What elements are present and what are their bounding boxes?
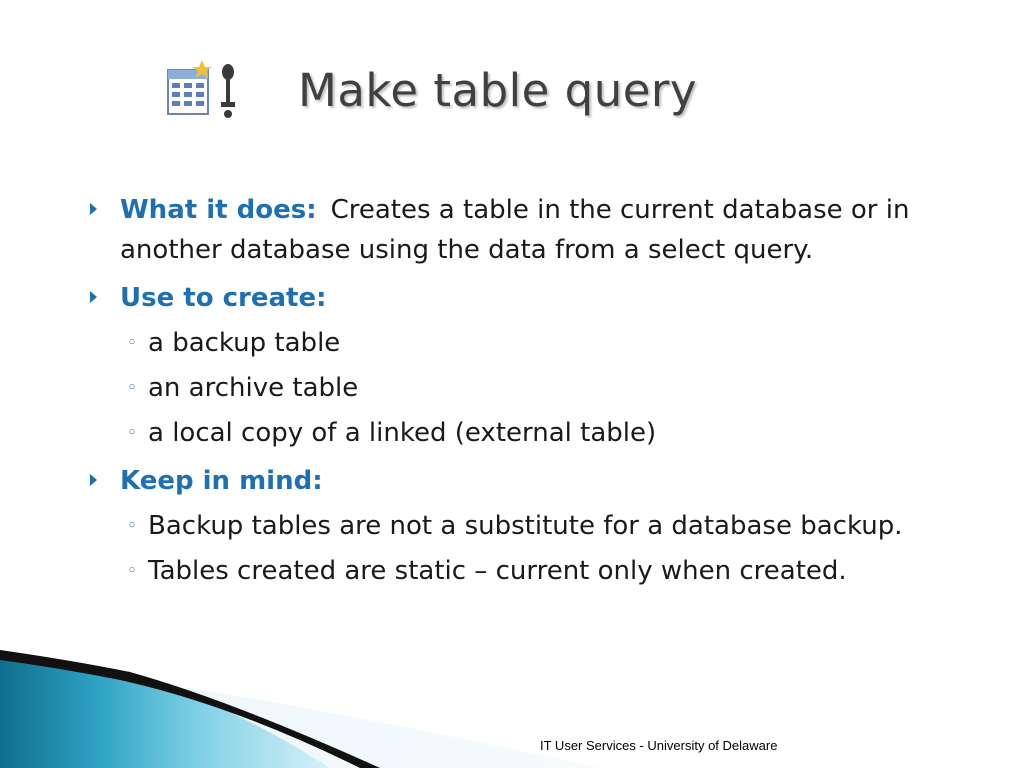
sub-bullet-text: a local copy of a linked (external table) [148,418,657,448]
sub-bullet-text: an archive table [148,373,359,403]
triangle-bullet-icon [90,291,97,303]
circle-bullet-icon: ◦ [127,516,138,536]
bullet-list [90,190,990,591]
bullet-label: What it does: [120,195,317,225]
triangle-bullet-icon [90,474,97,486]
circle-bullet-icon: ◦ [127,333,138,353]
slide-title: Make table query [298,63,698,117]
bullet-what-it-does [90,190,990,270]
sub-bullet-text: Tables created are static – current only when created. [148,556,847,586]
circle-bullet-icon: ◦ [127,423,138,443]
sub-bullet-text: a backup table [148,328,341,358]
circle-bullet-icon: ◦ [127,378,138,398]
sub-bullet [90,413,990,453]
bullet-use-to-create [90,278,990,318]
bullet-text: Creates a table in the current database or in another database using the data from a select query. [120,195,910,265]
bullet-label: Keep in mind: [120,466,323,496]
sub-bullet [90,506,990,546]
circle-bullet-icon: ◦ [127,561,138,581]
make-table-query-icon [164,58,242,122]
bullet-keep-in-mind [90,461,990,501]
bullet-label: Use to create: [120,283,327,313]
sub-bullet [90,551,990,591]
footer-text: IT User Services - University of Delaware [540,738,778,753]
sub-bullet [90,368,990,408]
sub-bullet-text: Backup tables are not a substitute for a database backup. [148,511,903,541]
triangle-bullet-icon [90,203,97,215]
sub-bullet [90,323,990,363]
title-row [164,58,697,122]
